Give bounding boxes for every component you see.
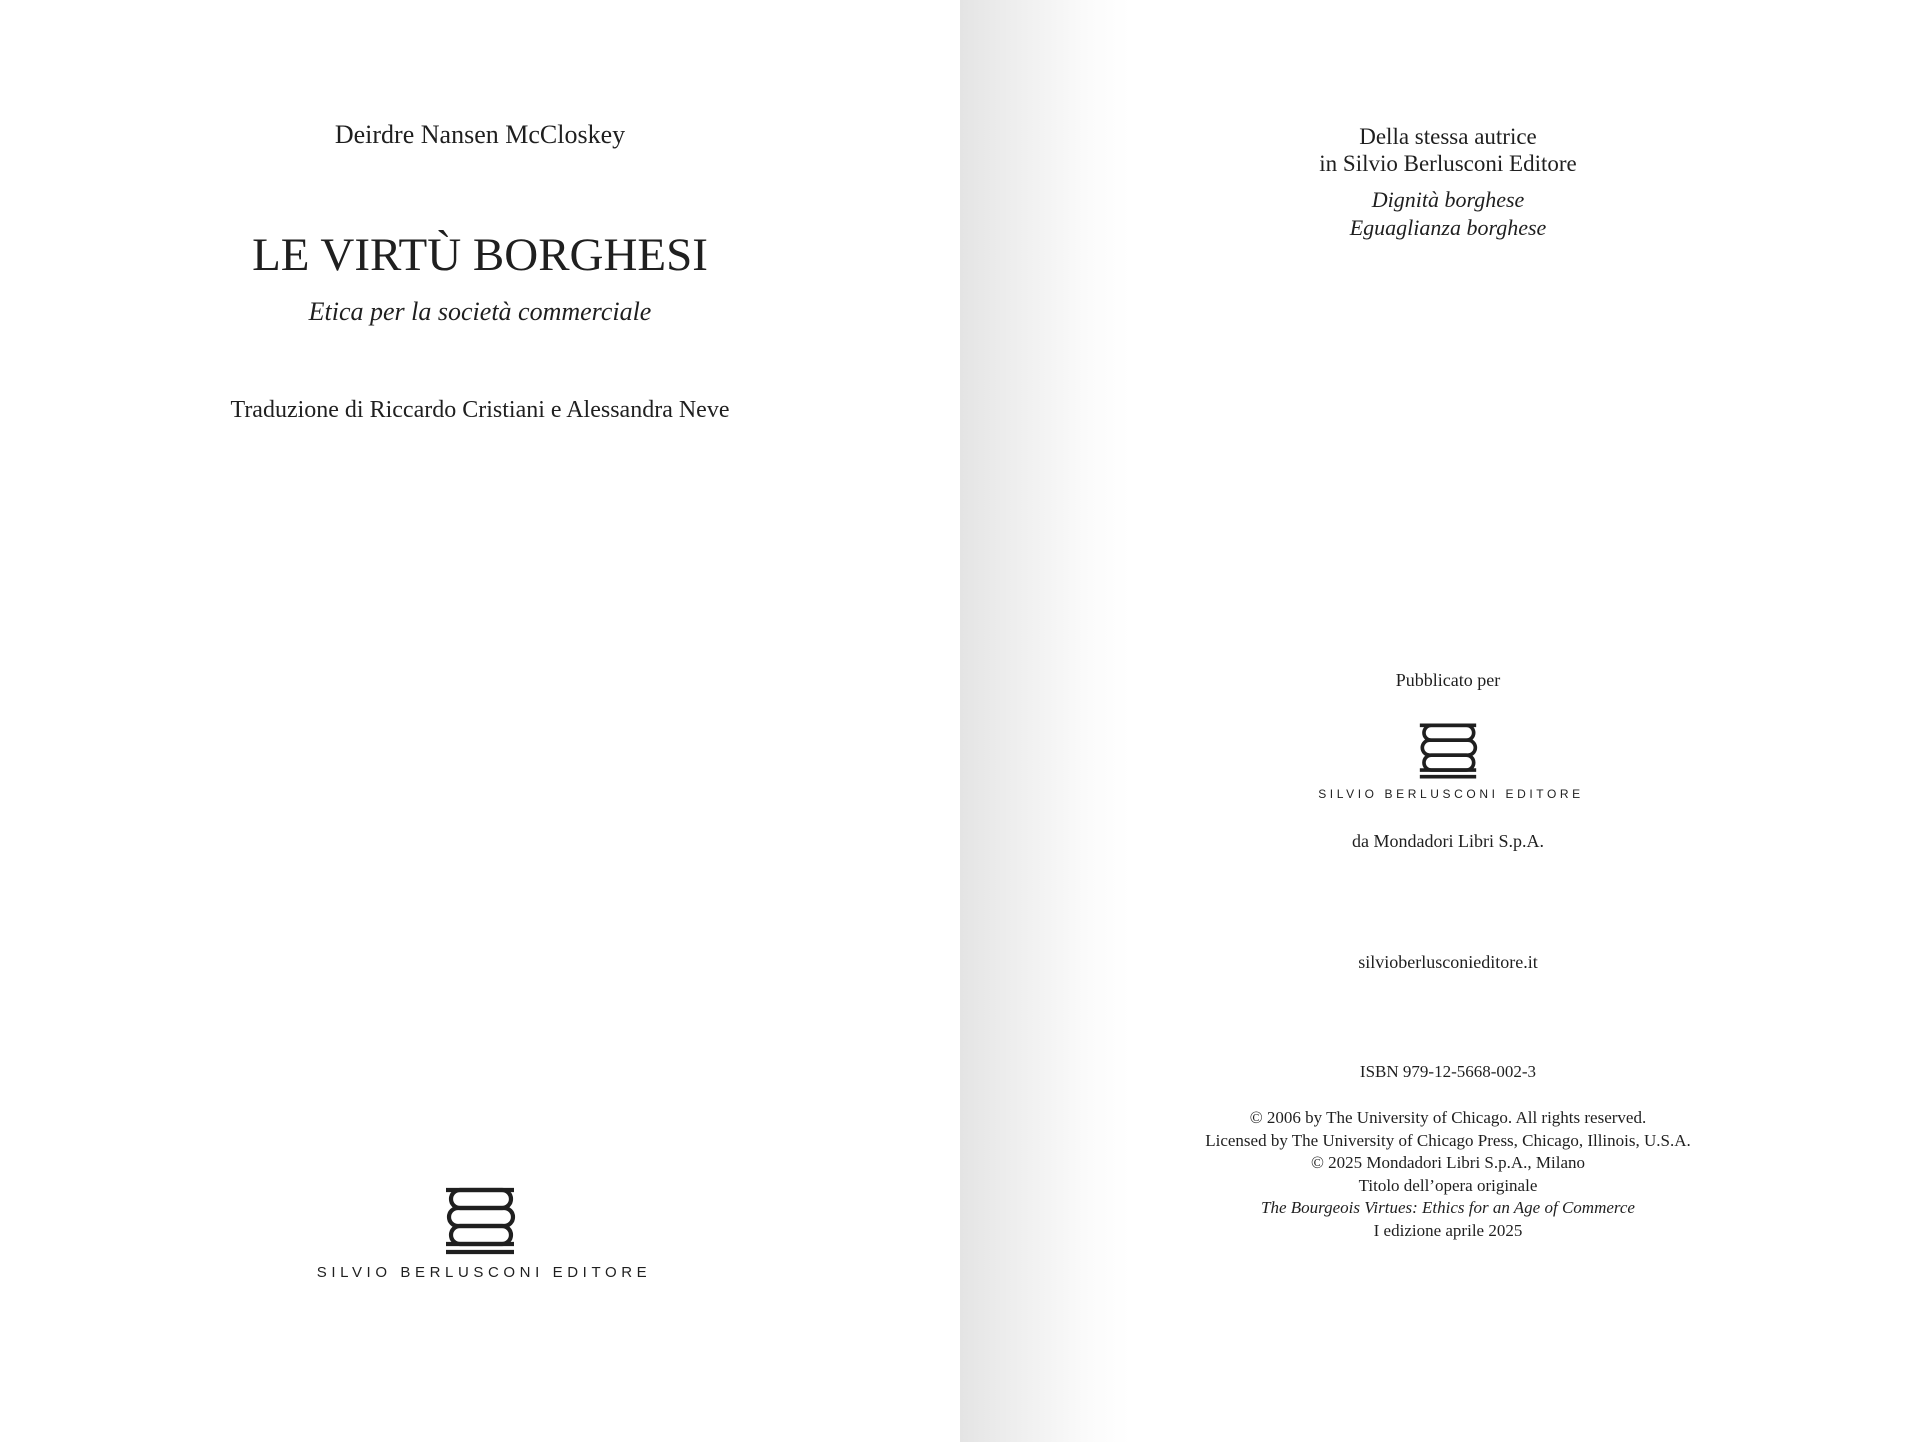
license-line: Licensed by The University of Chicago Press, Chicago, Illinois, U.S.A. [1205,1130,1691,1150]
original-title-label: Titolo dell’opera originale [1358,1175,1538,1195]
same-author-publisher-line: in Silvio Berlusconi Editore [1319,151,1577,176]
same-author-line: Della stessa autrice [1359,124,1537,149]
other-works-list [960,186,1920,242]
same-author-heading [960,123,1920,177]
published-for-label: Pubblicato per [1395,670,1501,690]
publisher-parent: da Mondadori Libri S.p.A. [1352,831,1544,851]
stacked-books-icon [0,1186,960,1256]
translator-credit: Traduzione di Riccardo Cristiani e Alessandra Neve [230,397,730,423]
work-title: Dignità borghese [1371,187,1525,212]
book-subtitle: Etica per la società commerciale [308,297,652,326]
copyright-line: © 2025 Mondadori Libri S.p.A., Milano [1310,1153,1586,1173]
right-page [960,0,1920,1442]
copyright-line: © 2006 by The University of Chicago. All rights reserved. [1249,1108,1647,1127]
publisher-logo-text: SILVIO BERLUSCONI EDITORE [316,1264,652,1281]
copyright-notice [960,1107,1920,1243]
publisher-website: silvioberlusconieditore.it [1358,952,1538,972]
edition-line: I edizione aprile 2025 [1373,1220,1523,1240]
work-title: Eguaglianza borghese [1349,215,1547,240]
original-title: The Bourgeois Virtues: Ethics for an Age of Commerce [1261,1198,1635,1218]
author-name: Deirdre Nansen McCloskey [334,120,626,149]
stacked-books-icon [960,722,1920,780]
publisher-logo-text: SILVIO BERLUSCONI EDITORE [1318,787,1584,801]
book-title: LE VIRTÙ BORGHESI [252,229,708,281]
isbn: ISBN 979-12-5668-002-3 [1359,1062,1537,1081]
